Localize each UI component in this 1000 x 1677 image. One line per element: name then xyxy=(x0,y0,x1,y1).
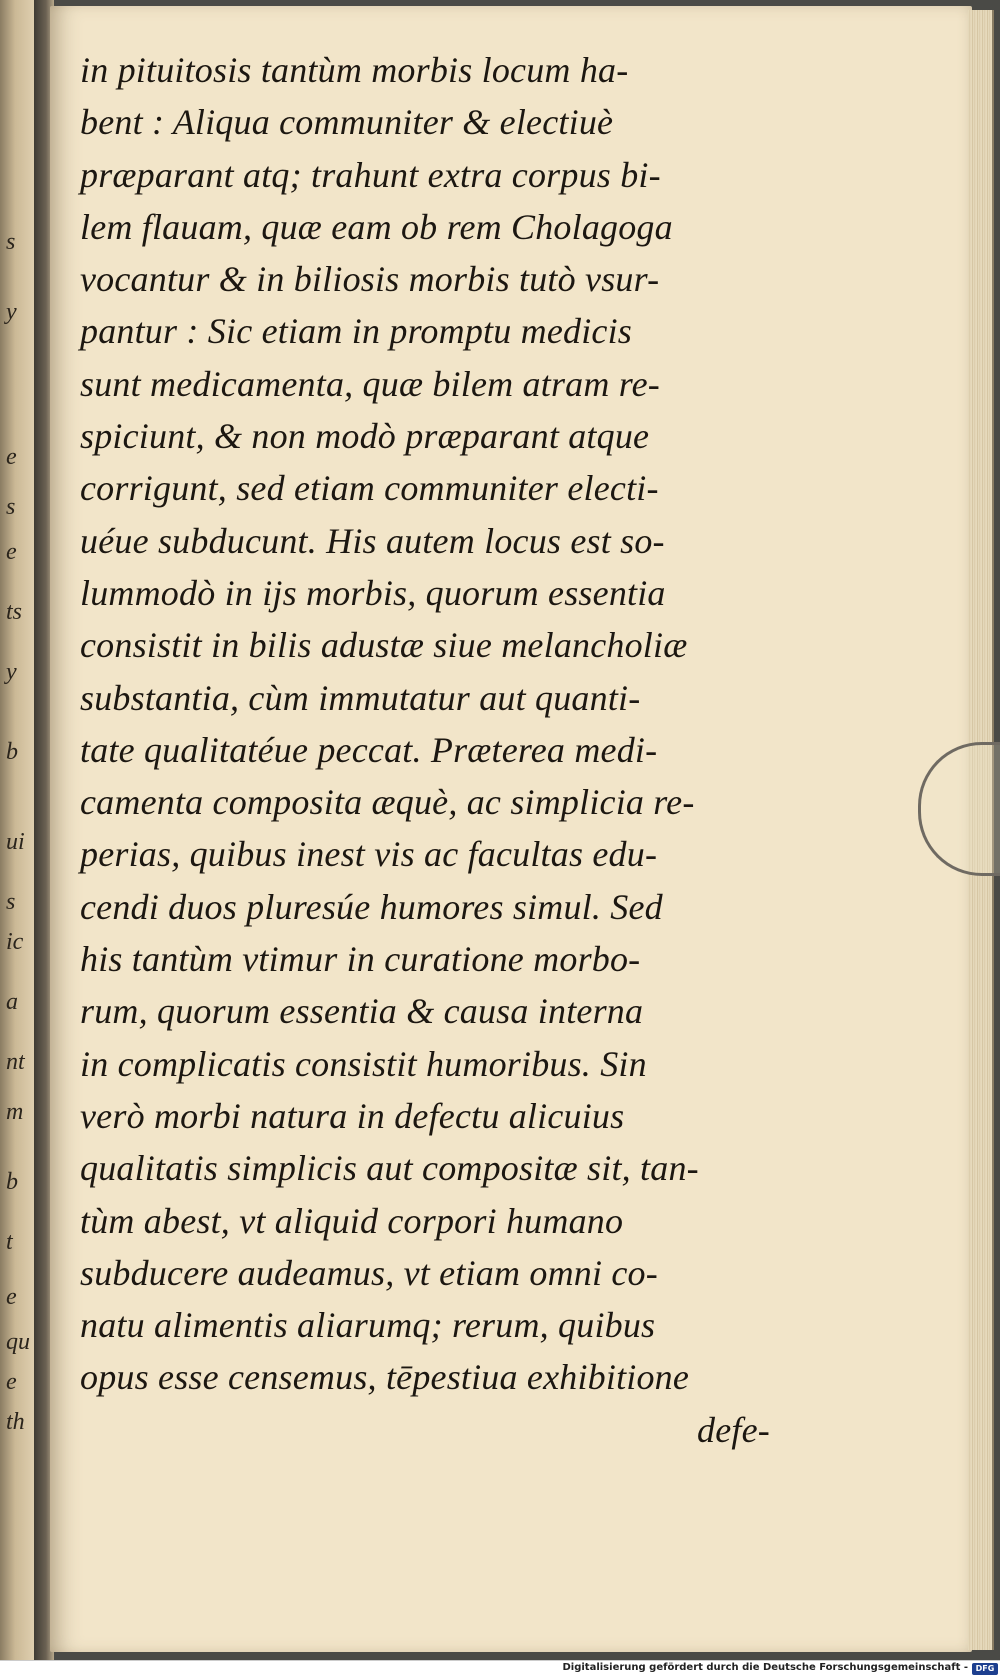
text-line: lem flauam, quæ eam ob rem Cholagoga xyxy=(80,206,673,247)
facing-fragment: nt xyxy=(6,1049,25,1075)
facing-page-fragments xyxy=(2,0,36,1660)
text-line: in pituitosis tantùm morbis locum ha- xyxy=(80,50,629,90)
text-line: subducere audeamus, vt etiam omni co- xyxy=(80,1252,658,1293)
text-line: substantia, cùm immutatur aut quanti- xyxy=(80,677,641,718)
text-line: tate qualitatéue peccat. Præterea medi- xyxy=(80,729,658,770)
facing-fragment: m xyxy=(6,1099,24,1125)
text-line: præparant atq; trahunt extra corpus bi- xyxy=(80,154,661,195)
text-line: uéue subducunt. His autem locus est so- xyxy=(80,520,665,561)
facing-fragment: s xyxy=(6,229,16,255)
facing-fragment: ic xyxy=(6,929,24,955)
text-line: tùm abest, vt aliquid corpori humano xyxy=(80,1200,624,1241)
facing-fragment: e xyxy=(6,1284,17,1310)
facing-fragment: b xyxy=(6,739,18,765)
text-line: vocantur & in biliosis morbis tutò vsur- xyxy=(80,259,660,300)
text-line: rum, quorum essentia & causa interna xyxy=(80,991,644,1032)
text-line: in complicatis consistit humoribus. Sin xyxy=(80,1043,647,1084)
text-line: his tantùm vtimur in curatione morbo- xyxy=(80,939,641,980)
facing-fragment: s xyxy=(6,889,16,915)
text-line: bent : Aliqua communiter & electiuè xyxy=(80,102,614,143)
facing-page-edge xyxy=(0,0,38,1660)
text-line: spiciunt, & non modò præparant atque xyxy=(80,416,650,457)
text-line: opus esse censemus, tēpestiua exhibitione xyxy=(80,1357,690,1398)
facing-fragment: e xyxy=(6,539,17,565)
text-line: cendi duos pluresúe humores simul. Sed xyxy=(80,886,663,927)
facing-fragment: th xyxy=(6,1409,25,1435)
text-line: sunt medicamenta, quæ bilem atram re- xyxy=(80,363,660,404)
text-line: lummodò in ijs morbis, quorum essentia xyxy=(80,572,666,613)
facing-fragment: y xyxy=(6,659,17,685)
facing-fragment: ts xyxy=(6,599,23,625)
text-line: natu alimentis aliarumq; rerum, quibus xyxy=(80,1305,656,1346)
facing-fragment: y xyxy=(6,299,17,325)
text-line: verò morbi natura in defectu alicuius xyxy=(80,1095,625,1136)
facing-fragment: b xyxy=(6,1169,18,1195)
text-line: perias, quibus inest vis ac facultas edu- xyxy=(80,834,658,875)
text-line: consistit in bilis adustæ siue melancholiæ xyxy=(80,625,688,666)
facing-fragment: e xyxy=(6,444,17,470)
facing-fragment: t xyxy=(6,1229,13,1255)
facing-fragment: e xyxy=(6,1369,17,1395)
facing-fragment: s xyxy=(6,494,16,520)
text-line: qualitatis simplicis aut compositæ sit, tan- xyxy=(80,1148,699,1189)
facing-fragment: a xyxy=(6,989,18,1015)
facing-fragment: qu xyxy=(6,1329,30,1355)
page-text xyxy=(80,44,780,1456)
footer-bar xyxy=(0,1660,1000,1677)
text-line: corrigunt, sed etiam communiter electi- xyxy=(80,468,659,509)
text-line: pantur : Sic etiam in promptu medicis xyxy=(80,311,633,352)
catchword: defe- xyxy=(697,1409,770,1450)
footer-credit: Digitalisierung gefördert durch die Deutsche Forschungsgemeinschaft - xyxy=(562,1662,968,1673)
text-line: camenta composita æquè, ac simplicia re- xyxy=(80,782,695,823)
dfg-logo: DFG xyxy=(972,1663,998,1675)
facing-fragment: ui xyxy=(6,829,25,855)
